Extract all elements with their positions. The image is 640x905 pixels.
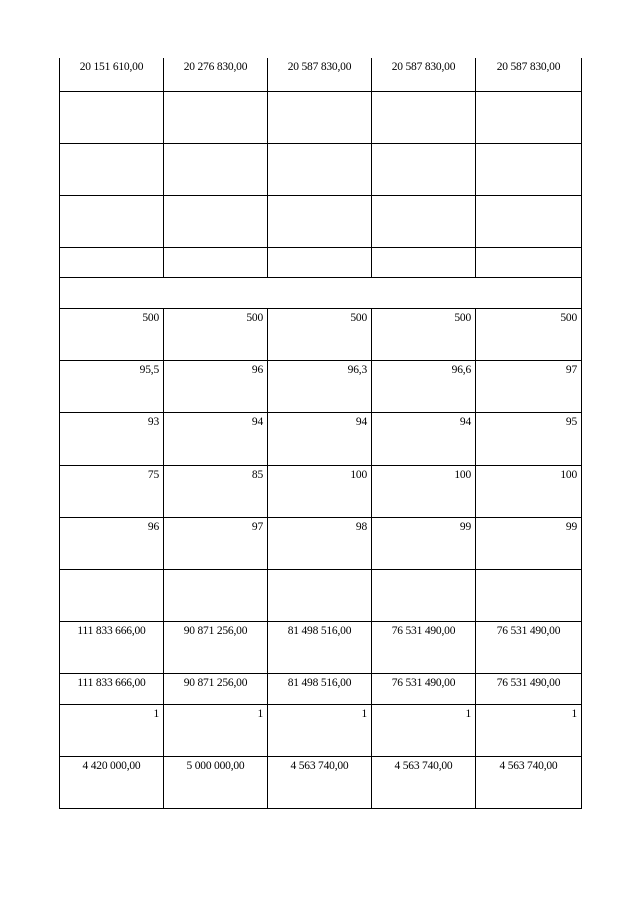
- table-row: [60, 195, 582, 247]
- table-cell: [268, 91, 372, 143]
- table-cell: 1: [268, 704, 372, 756]
- table-body: [60, 58, 582, 808]
- table-cell: 95,5: [60, 360, 164, 412]
- table-cell: [164, 195, 268, 247]
- table-cell: 96: [164, 360, 268, 412]
- table-cell: [372, 143, 476, 195]
- table-cell: 93: [60, 412, 164, 465]
- table-row: [60, 517, 582, 569]
- table-cell: 75: [60, 465, 164, 517]
- table-cell: 20 276 830,00: [164, 58, 268, 91]
- table-row: [60, 621, 582, 673]
- table-cell: 4 563 740,00: [268, 756, 372, 808]
- table-cell: 500: [60, 308, 164, 360]
- table-cell: 97: [164, 517, 268, 569]
- table-cell: 100: [476, 465, 582, 517]
- table-cell: 90 871 256,00: [164, 621, 268, 673]
- table-cell: 76 531 490,00: [476, 673, 582, 704]
- table-cell: 4 563 740,00: [372, 756, 476, 808]
- table-row: [60, 58, 582, 91]
- table-cell: [372, 91, 476, 143]
- table-cell: 94: [372, 412, 476, 465]
- table-cell: 90 871 256,00: [164, 673, 268, 704]
- table-cell: [164, 91, 268, 143]
- table-cell: 1: [164, 704, 268, 756]
- table-cell: [164, 143, 268, 195]
- table-row: [60, 360, 582, 412]
- data-table: [59, 58, 582, 809]
- table-cell: 95: [476, 412, 582, 465]
- table-cell: [60, 569, 164, 621]
- table-row: [60, 247, 582, 277]
- table-cell: [476, 143, 582, 195]
- table-cell: 1: [372, 704, 476, 756]
- table-cell: [372, 195, 476, 247]
- table-cell: 97: [476, 360, 582, 412]
- table-cell: 94: [268, 412, 372, 465]
- table-cell: [476, 247, 582, 277]
- table-cell: [268, 195, 372, 247]
- table-cell: 96: [60, 517, 164, 569]
- table-cell: [60, 143, 164, 195]
- table-row: [60, 412, 582, 465]
- table-cell: [268, 143, 372, 195]
- table-cell: 1: [60, 704, 164, 756]
- table-cell: 1: [476, 704, 582, 756]
- table-cell: 20 587 830,00: [476, 58, 582, 91]
- table-cell: 111 833 666,00: [60, 621, 164, 673]
- table-cell: 5 000 000,00: [164, 756, 268, 808]
- table-cell: 96,6: [372, 360, 476, 412]
- table-row: [60, 569, 582, 621]
- table-row: [60, 277, 582, 308]
- table-row: [60, 756, 582, 808]
- table-cell: 99: [476, 517, 582, 569]
- table-cell: [60, 195, 164, 247]
- table-cell: 81 498 516,00: [268, 621, 372, 673]
- table-cell: 500: [476, 308, 582, 360]
- table-cell: 100: [268, 465, 372, 517]
- table-cell: 500: [164, 308, 268, 360]
- table-cell: [476, 195, 582, 247]
- table-cell: 4 420 000,00: [60, 756, 164, 808]
- table-cell: 76 531 490,00: [476, 621, 582, 673]
- table-cell: [476, 91, 582, 143]
- table-cell: 96,3: [268, 360, 372, 412]
- table-cell: 94: [164, 412, 268, 465]
- table-cell: 20 587 830,00: [268, 58, 372, 91]
- table-row: [60, 308, 582, 360]
- table-cell: 111 833 666,00: [60, 673, 164, 704]
- table-row: [60, 465, 582, 517]
- table-cell: 76 531 490,00: [372, 621, 476, 673]
- table-cell: 76 531 490,00: [372, 673, 476, 704]
- table-cell: [60, 247, 164, 277]
- table-cell: 20 587 830,00: [372, 58, 476, 91]
- table-cell: 99: [372, 517, 476, 569]
- table-cell: [372, 569, 476, 621]
- table-cell: [60, 91, 164, 143]
- merged-section-cell: [60, 277, 582, 308]
- table-cell: 500: [372, 308, 476, 360]
- table-cell: 4 563 740,00: [476, 756, 582, 808]
- table-cell: [164, 247, 268, 277]
- table-row: [60, 673, 582, 704]
- table-cell: 85: [164, 465, 268, 517]
- table-cell: 20 151 610,00: [60, 58, 164, 91]
- table-cell: 100: [372, 465, 476, 517]
- table-row: [60, 143, 582, 195]
- table-cell: 500: [268, 308, 372, 360]
- table-cell: [476, 569, 582, 621]
- table-row: [60, 91, 582, 143]
- table-row: [60, 704, 582, 756]
- table-cell: 81 498 516,00: [268, 673, 372, 704]
- table-cell: [372, 247, 476, 277]
- table-cell: [164, 569, 268, 621]
- table-cell: [268, 247, 372, 277]
- table-cell: 98: [268, 517, 372, 569]
- table-cell: [268, 569, 372, 621]
